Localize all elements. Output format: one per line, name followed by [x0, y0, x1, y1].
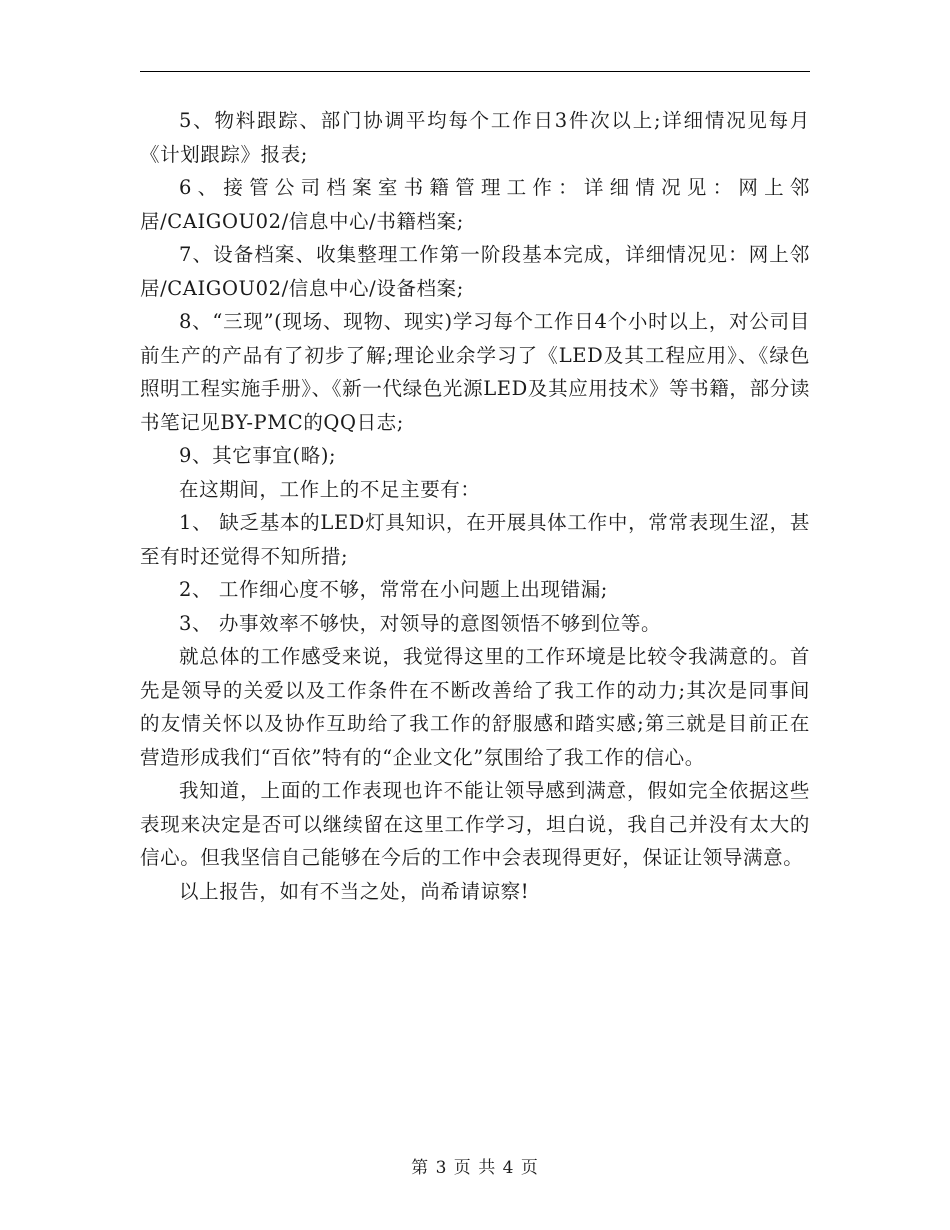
paragraph-item-5: 5、物料跟踪、部门协调平均每个工作日3件次以上;详细情况见每月《计划跟踪》报表; [140, 109, 810, 166]
shortcoming-item-3: 3、 办事效率不够快，对领导的意图领悟不够到位等。 [179, 611, 662, 635]
page-number-footer: 第 3 页 共 4 页 [411, 1158, 539, 1178]
document-body [140, 104, 810, 908]
paragraph-item-9: 9、其它事宜(略); [179, 444, 337, 467]
overall-feeling-paragraph: 就总体的工作感受来说，我觉得这里的工作环境是比较令我满意的。首先是领导的关爱以及工作条件在不断改善给了我工作的动力;其次是同事间的友情关怀以及协作互助给了我工作的舒服感和踏实感;第三就是目前正在营造形成我们“百依”特有的“企业文化”氛围给了我工作的信心。 [140, 645, 810, 769]
shortcoming-item-1: 1、 缺乏基本的LED灯具知识，在开展具体工作中，常常表现生涩，甚至有时还觉得不知所措; [140, 511, 810, 568]
shortcomings-intro: 在这期间，工作上的不足主要有： [179, 477, 481, 501]
paragraph-item-8: 8、“三现”(现场、现物、现实)学习每个工作日4个小时以上，对公司目前生产的产品有了初步了解;理论业余学习了《LED及其工程应用》、《绿色照明工程实施手册》、《新一代绿色光源LED及其应用技术》等书籍，部分读书笔记见BY-PMC的QQ日志; [140, 310, 810, 434]
paragraph-item-7: 7、设备档案、收集整理工作第一阶段基本完成，详细情况见：网上邻居/CAIGOU02/信息中心/设备档案; [140, 243, 810, 300]
shortcoming-item-2: 2、 工作细心度不够，常常在小问题上出现错漏; [179, 578, 608, 601]
header-rule [140, 71, 810, 72]
paragraph-item-6: 6、接管公司档案室书籍管理工作：详细情况见：网上邻居/CAIGOU02/信息中心/书籍档案; [140, 176, 810, 233]
confidence-paragraph: 我知道，上面的工作表现也许不能让领导感到满意，假如完全依据这些表现来决定是否可以继续留在这里工作学习，坦白说，我自己并没有太大的信心。但我坚信自己能够在今后的工作中会表现得更好，保证让领导满意。 [140, 779, 810, 869]
closing-paragraph: 以上报告，如有不当之处，尚希请谅察! [179, 879, 530, 903]
